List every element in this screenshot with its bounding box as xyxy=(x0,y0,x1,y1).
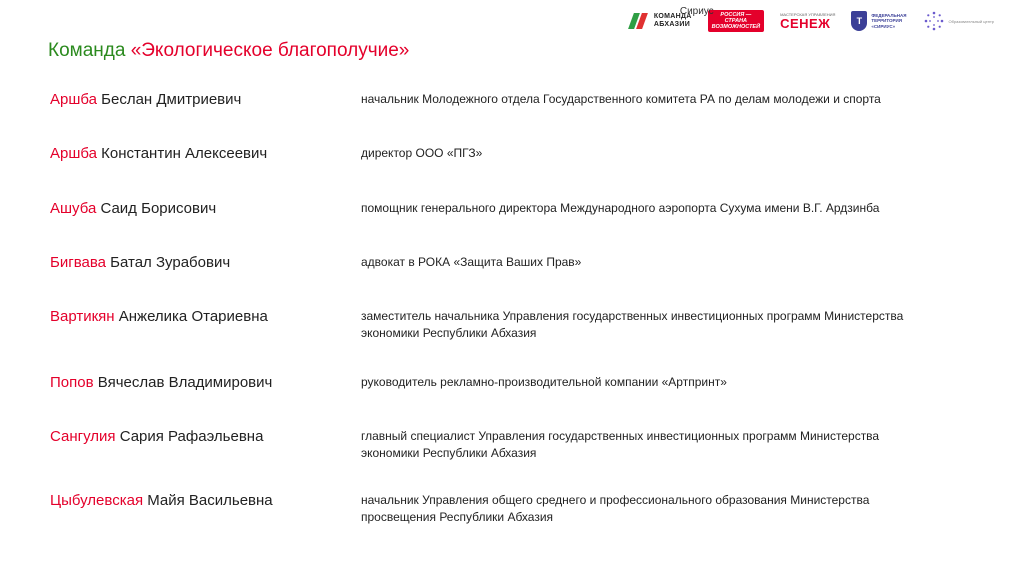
russia-logo-line2: СТРАНА xyxy=(724,18,748,24)
member-position: заместитель начальника Управления государственных инвестиционных программ Министерства экономики Республики Абхазия xyxy=(361,309,904,340)
member-name xyxy=(50,428,263,446)
member-given-names: Беслан Дмитриевич xyxy=(96,91,242,108)
member-position: начальник Молодежного отдела Государственного комитета РА по делам молодежи и спорта xyxy=(361,92,881,106)
fed-logo-line3: «СИРИУС» xyxy=(871,23,896,29)
russia-logo-line3: ВОЗМОЖНОСТЕЙ xyxy=(711,24,761,30)
member-surname: Попов xyxy=(50,374,94,391)
fed-logo-line1: ФЕДЕРАЛЬНАЯ xyxy=(871,12,907,18)
member-name xyxy=(50,145,267,163)
member-surname: Аршба xyxy=(50,145,97,162)
member-given-names: Сария Рафаэльевна xyxy=(115,428,264,445)
shield-icon: Т xyxy=(851,11,867,31)
member-surname: Аршба xyxy=(50,91,97,108)
partner-logos xyxy=(630,6,994,36)
member-surname: Цыбулевская xyxy=(50,492,144,509)
member-given-names: Константин Алексеевич xyxy=(96,145,268,162)
member-name xyxy=(50,308,268,326)
member-given-names: Саид Борисович xyxy=(96,200,217,217)
member-position: начальник Управления общего среднего и профессионального образования Министерства просвещения Республики Абхазия xyxy=(361,493,870,524)
sirius-logo-subtitle: Образовательный центр xyxy=(948,18,994,24)
komanda-logo-icon xyxy=(630,13,650,29)
russia-logo-line1: РОССИЯ — xyxy=(720,12,752,18)
title-prefix: Команда xyxy=(48,40,131,61)
sirius-star-icon xyxy=(923,10,945,32)
fed-logo-line2: ТЕРРИТОРИЯ xyxy=(871,18,903,24)
komanda-logo-line1: КОМАНДА xyxy=(653,13,692,20)
russia-opportunities-logo xyxy=(708,10,764,32)
senezh-logo xyxy=(780,12,835,30)
member-given-names: Анжелика Отариевна xyxy=(114,308,268,325)
member-surname: Сангулия xyxy=(50,428,116,445)
senezh-logo-name: СЕНЕЖ xyxy=(780,16,831,31)
member-position: адвокат в РОКА «Защита Ваших Прав» xyxy=(361,255,582,269)
member-name xyxy=(50,254,230,272)
member-given-names: Батал Зурабович xyxy=(105,254,231,271)
member-name xyxy=(50,374,272,392)
member-surname: Бигвава xyxy=(50,254,106,271)
member-position: главный специалист Управления государственных инвестиционных программ Министерства экономики Республики Абхазия xyxy=(361,429,880,460)
member-surname: Вартикян xyxy=(50,308,115,325)
member-name xyxy=(50,91,241,109)
komanda-logo-line2: АБХАЗИИ xyxy=(653,21,691,28)
senezh-logo-caption: МАСТЕРСКАЯ УПРАВЛЕНИЯ xyxy=(780,12,836,17)
federal-territory-sirius-logo xyxy=(851,11,906,31)
member-given-names: Майя Васильевна xyxy=(143,492,273,509)
page-title xyxy=(48,40,409,62)
member-position: руководитель рекламно-производительной компании «Артпринт» xyxy=(361,375,727,389)
member-surname: Ашуба xyxy=(50,200,97,217)
member-given-names: Вячеслав Владимирович xyxy=(93,374,273,391)
member-name xyxy=(50,492,273,510)
title-team-name: «Экологическое благополучие» xyxy=(130,40,410,61)
member-position: помощник генерального директора Международного аэропорта Сухума имени В.Г. Ардзинба xyxy=(361,201,880,215)
member-name xyxy=(50,200,216,218)
sirius-logo-name: Сириус xyxy=(679,6,714,17)
member-position: директор ООО «ПГЗ» xyxy=(361,146,483,160)
